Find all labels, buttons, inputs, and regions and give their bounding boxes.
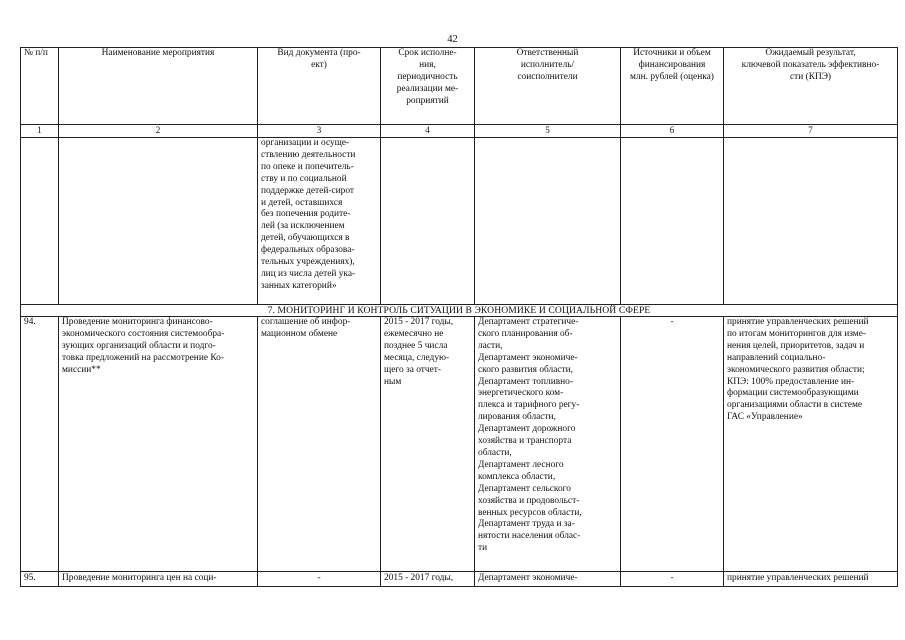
header-row	[21, 48, 898, 125]
header-result: Ожидаемый результат, ключевой показатель эффективно- сти (КПЭ)	[724, 48, 898, 125]
cell-result	[724, 138, 898, 305]
cell-doc-type: -	[258, 572, 381, 587]
cell-executor	[475, 138, 621, 305]
cell-doc-type: соглашение об инфор- мационном обмене	[258, 317, 381, 572]
cell-deadline: 2015 - 2017 годы, ежемесячно не позднее 5 числа месяца, следую- щего за отчет- ным	[381, 317, 475, 572]
column-number: 6	[621, 125, 724, 138]
cell-funding	[621, 138, 724, 305]
cell-result: принятие управленческих решений по итогам мониторингов для изме- нения целей, приоритетов, задач и направлений социально- экономического развития области; КПЭ: 100% предоставление ин- формации системообразующими организациями области в системе ГАС «Управление»	[724, 317, 898, 572]
table-row	[21, 572, 898, 587]
cell-num	[21, 138, 59, 305]
table-row-continued	[21, 138, 898, 305]
cell-name: Проведение мониторинга цен на соци-	[59, 572, 258, 587]
cell-funding: -	[621, 317, 724, 572]
column-number: 2	[59, 125, 258, 138]
cell-result: принятие управленческих решений	[724, 572, 898, 587]
section-title: 7. МОНИТОРИНГ И КОНТРОЛЬ СИТУАЦИИ В ЭКОНОМИКЕ И СОЦИАЛЬНОЙ СФЕРЕ	[21, 305, 898, 317]
cell-deadline	[381, 138, 475, 305]
column-number-row	[21, 125, 898, 138]
header-num: № п/п	[21, 48, 59, 125]
page-number: 42	[447, 34, 458, 45]
column-number: 1	[21, 125, 59, 138]
activities-table	[20, 47, 898, 587]
header-doc-type: Вид документа (про- ект)	[258, 48, 381, 125]
cell-name: Проведение мониторинга финансово- экономического состояния системообра- зующих организаций области и подго- товка предложений на рассмотрение Ко- миссии**	[59, 317, 258, 572]
column-number: 5	[475, 125, 621, 138]
header-executor: Ответственный исполнитель/ соисполнители	[475, 48, 621, 125]
cell-num: 94.	[21, 317, 59, 572]
cell-funding: -	[621, 572, 724, 587]
column-number: 7	[724, 125, 898, 138]
section-heading-row	[21, 305, 898, 317]
header-name: Наименование мероприятия	[59, 48, 258, 125]
cell-name	[59, 138, 258, 305]
header-funding: Источники и объем финансирования млн. рублей (оценка)	[621, 48, 724, 125]
column-number: 3	[258, 125, 381, 138]
cell-deadline: 2015 - 2017 годы,	[381, 572, 475, 587]
column-number: 4	[381, 125, 475, 138]
header-deadline: Срок исполне- ния, периодичность реализации ме- роприятий	[381, 48, 475, 125]
cell-doc-type: организации и осуще- ствлению деятельности по опеке и попечитель- ству и по социальной поддержке детей-сирот и детей, оставшихся без попечения родите- лей (за исключением детей, обучающихся в федеральных образова- тельных учреждениях), лиц из числа детей ука- занных категорий»	[258, 138, 381, 305]
cell-executor: Департамент стратегиче- ского планирования об- ласти, Департамент экономиче- ского развития области, Департамент топливно- энергетического ком- плекса и тарифного регу- лирования области, Департамент дорожного хозяйства и транспорта области, Департамент лесного комплекса области, Департамент сельского хозяйства и продовольст- венных ресурсов области, Департамент труда и за- нятости населения облас- ти	[475, 317, 621, 572]
cell-num: 95.	[21, 572, 59, 587]
cell-executor: Департамент экономиче-	[475, 572, 621, 587]
table-row	[21, 317, 898, 572]
